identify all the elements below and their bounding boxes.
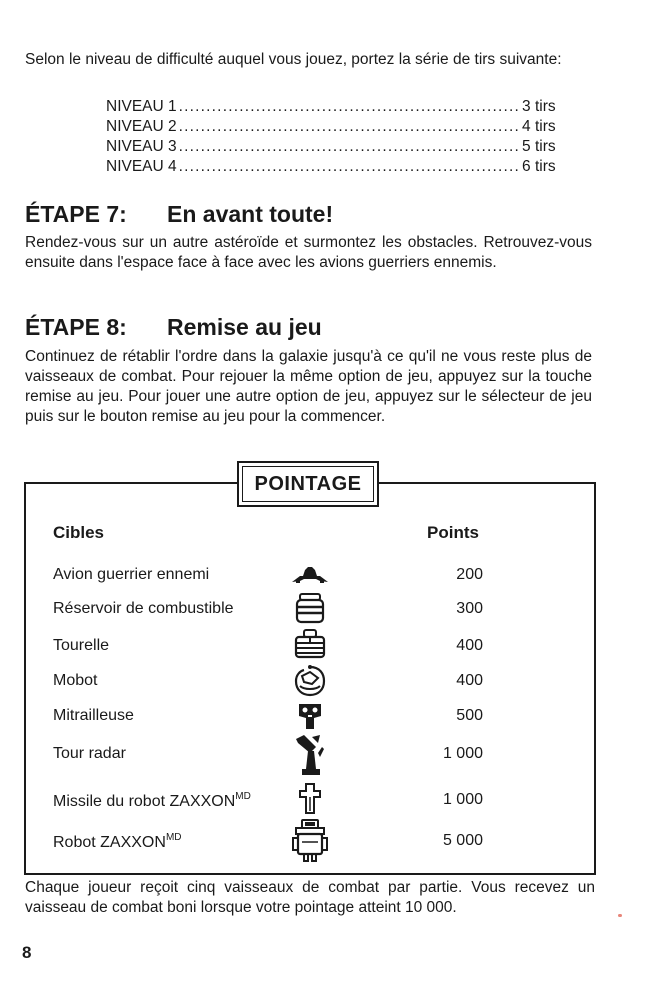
target-label: Avion guerrier ennemi: [53, 566, 210, 583]
turret-icon: [290, 628, 330, 660]
robot-missile-icon: [290, 782, 330, 816]
zaxxon-robot-icon: [290, 818, 330, 864]
intro-paragraph: Selon le niveau de difficulté auquel vous jouez, portez la série de tirs suivante:: [25, 51, 562, 68]
leader-dots: ..............................................................: [178, 98, 521, 115]
fuel-tank-icon: [290, 592, 330, 626]
target-points: 5 000: [442, 832, 483, 849]
target-points: 200: [456, 566, 483, 583]
etape8-heading: [25, 314, 322, 340]
target-points: 1 000: [442, 745, 483, 762]
bonus-paragraph: Chaque joueur reçoit cinq vaisseaux de combat par partie. Vous recevez un vaisseau de combat boni lorsque votre pointage atteint 10 000.: [25, 879, 595, 916]
level-row: [106, 137, 556, 157]
level-shots: 6 tirs: [522, 158, 556, 175]
level-shots: 3 tirs: [522, 98, 556, 115]
etape8-paragraph: Continuez de rétablir l'ordre dans la galaxie jusqu'à ce qu'il ne vous reste plus de vaisseaux de combat. Pour rejouer la même option de jeu, appuyez sur la touche remise au jeu. Pour jouer une autre option de jeu, appuyez sur le sélecteur de jeu puis sur le bouton remise au jeu pour la commencer.: [25, 348, 592, 425]
leader-dots: ..............................................................: [178, 118, 521, 135]
column-header-targets: Cibles: [53, 523, 105, 542]
level-name: NIVEAU 1: [106, 98, 177, 115]
leader-dots: ..............................................................: [178, 138, 521, 155]
target-label: Réservoir de combustible: [53, 600, 234, 617]
enemy-plane-icon: [290, 562, 330, 584]
level-list: [106, 97, 556, 177]
target-points: 400: [456, 672, 483, 689]
target-label: Tour radar: [53, 745, 126, 762]
level-row: [106, 157, 556, 177]
machine-gun-icon: [290, 701, 330, 731]
scoring-title-frame: [237, 461, 379, 507]
target-points: 500: [456, 707, 483, 724]
target-label: Robot $ZAXXON^{MD}$: [53, 832, 182, 851]
level-name: NIVEAU 3: [106, 138, 177, 155]
leader-dots: ..............................................................: [178, 158, 521, 175]
level-name: NIVEAU 4: [106, 158, 177, 175]
target-label: Tourelle: [53, 637, 110, 654]
etape7-number: ÉTAPE 7:: [25, 201, 127, 227]
etape8-title: Remise au jeu: [167, 314, 322, 340]
target-points: 1 000: [442, 791, 483, 808]
level-row: [106, 97, 556, 117]
print-speck: [618, 914, 622, 917]
etape8-number: ÉTAPE 8:: [25, 314, 127, 340]
column-header-points: Points: [427, 523, 479, 542]
target-points: 400: [456, 637, 483, 654]
radar-tower-icon: [290, 733, 330, 777]
target-points: 300: [456, 600, 483, 617]
page-number: 8: [22, 943, 32, 962]
etape7-heading: [25, 201, 333, 227]
target-label: Missile du robot $ZAXXON^{MD}$: [53, 791, 251, 810]
etape7-paragraph: Rendez-vous sur un autre astéroïde et surmontez les obstacles. Retrouvez-vous ensuite dans l'espace face à face avec les avions guerriers ennemis.: [25, 234, 592, 271]
level-shots: 5 tirs: [522, 138, 556, 155]
level-row: [106, 117, 556, 137]
target-label: Mitrailleuse: [53, 707, 134, 724]
etape7-title: En avant toute!: [167, 201, 334, 227]
mobot-icon: [290, 664, 330, 698]
level-shots: 4 tirs: [522, 118, 556, 135]
target-label: Mobot: [53, 672, 98, 689]
scoring-title: POINTAGE: [242, 466, 374, 502]
level-name: NIVEAU 2: [106, 118, 177, 135]
